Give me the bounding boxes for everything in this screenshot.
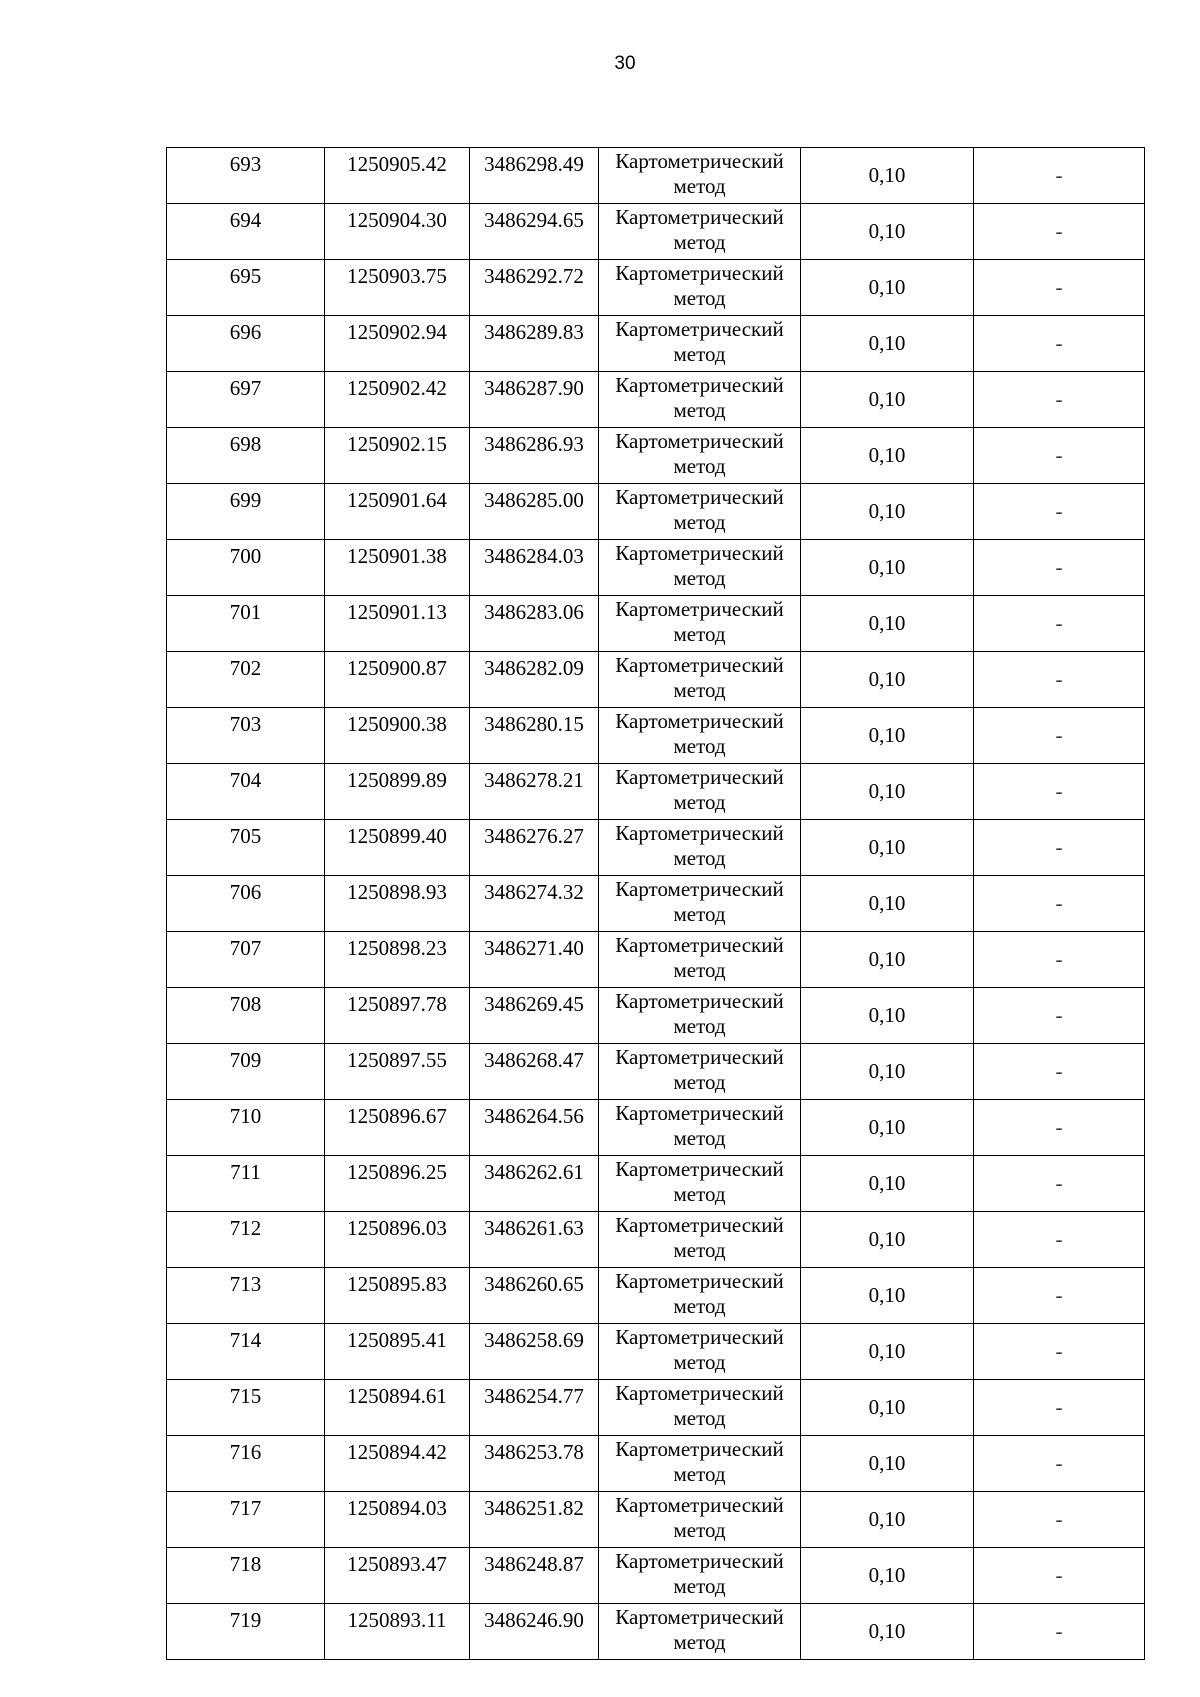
- note-cell: -: [974, 1604, 1145, 1660]
- table-row: [167, 1212, 1145, 1268]
- method-line-2: метод: [673, 342, 726, 366]
- accuracy-cell: 0,10: [801, 260, 974, 316]
- method-line-2: метод: [673, 790, 726, 814]
- note-cell: -: [974, 484, 1145, 540]
- table-row: [167, 820, 1145, 876]
- table-row: [167, 1492, 1145, 1548]
- table-row: [167, 932, 1145, 988]
- table-row: [167, 652, 1145, 708]
- point-number-cell: 713: [167, 1268, 325, 1324]
- method-line-2: метод: [673, 398, 726, 422]
- method-line-1: Картометрический: [615, 653, 784, 677]
- y-coordinate-cell: 3486292.72: [470, 260, 599, 316]
- method-line-1: Картометрический: [615, 485, 784, 509]
- point-number-cell: 716: [167, 1436, 325, 1492]
- accuracy-cell: 0,10: [801, 876, 974, 932]
- x-coordinate-cell: 1250896.25: [325, 1156, 470, 1212]
- x-coordinate-cell: 1250901.38: [325, 540, 470, 596]
- y-coordinate-cell: 3486283.06: [470, 596, 599, 652]
- method-line-2: метод: [673, 510, 726, 534]
- accuracy-cell: 0,10: [801, 820, 974, 876]
- point-number-cell: 704: [167, 764, 325, 820]
- method-line-2: метод: [673, 1126, 726, 1150]
- note-cell: -: [974, 204, 1145, 260]
- y-coordinate-cell: 3486251.82: [470, 1492, 599, 1548]
- note-cell: -: [974, 988, 1145, 1044]
- accuracy-cell: 0,10: [801, 596, 974, 652]
- note-cell: -: [974, 1436, 1145, 1492]
- note-cell: -: [974, 820, 1145, 876]
- page-number: 30: [614, 53, 636, 74]
- x-coordinate-cell: 1250893.47: [325, 1548, 470, 1604]
- x-coordinate-cell: 1250898.93: [325, 876, 470, 932]
- method-cell: [599, 1436, 801, 1492]
- x-coordinate-cell: 1250897.78: [325, 988, 470, 1044]
- point-number-cell: 707: [167, 932, 325, 988]
- method-line-2: метод: [673, 1462, 726, 1486]
- y-coordinate-cell: 3486260.65: [470, 1268, 599, 1324]
- table-row: [167, 260, 1145, 316]
- accuracy-cell: 0,10: [801, 316, 974, 372]
- method-line-2: метод: [673, 1350, 726, 1374]
- accuracy-cell: 0,10: [801, 932, 974, 988]
- accuracy-cell: 0,10: [801, 372, 974, 428]
- point-number-cell: 715: [167, 1380, 325, 1436]
- y-coordinate-cell: 3486254.77: [470, 1380, 599, 1436]
- note-cell: -: [974, 540, 1145, 596]
- point-number-cell: 709: [167, 1044, 325, 1100]
- note-cell: -: [974, 932, 1145, 988]
- x-coordinate-cell: 1250893.11: [325, 1604, 470, 1660]
- accuracy-cell: 0,10: [801, 1436, 974, 1492]
- method-line-1: Картометрический: [615, 373, 784, 397]
- table-row: [167, 372, 1145, 428]
- point-number-cell: 705: [167, 820, 325, 876]
- note-cell: -: [974, 708, 1145, 764]
- point-number-cell: 714: [167, 1324, 325, 1380]
- note-cell: -: [974, 1212, 1145, 1268]
- x-coordinate-cell: 1250894.61: [325, 1380, 470, 1436]
- method-line-2: метод: [673, 734, 726, 758]
- x-coordinate-cell: 1250904.30: [325, 204, 470, 260]
- note-cell: -: [974, 1268, 1145, 1324]
- table-row: [167, 484, 1145, 540]
- method-line-1: Картометрический: [615, 1381, 784, 1405]
- method-cell: [599, 1604, 801, 1660]
- point-number-cell: 694: [167, 204, 325, 260]
- method-line-2: метод: [673, 1518, 726, 1542]
- table-row: [167, 764, 1145, 820]
- y-coordinate-cell: 3486278.21: [470, 764, 599, 820]
- note-cell: -: [974, 876, 1145, 932]
- method-line-2: метод: [673, 230, 726, 254]
- method-line-2: метод: [673, 622, 726, 646]
- method-line-1: Картометрический: [615, 933, 784, 957]
- method-line-1: Картометрический: [615, 1213, 784, 1237]
- x-coordinate-cell: 1250902.94: [325, 316, 470, 372]
- point-number-cell: 695: [167, 260, 325, 316]
- table-row: [167, 1268, 1145, 1324]
- method-line-1: Картометрический: [615, 205, 784, 229]
- method-cell: [599, 540, 801, 596]
- x-coordinate-cell: 1250902.42: [325, 372, 470, 428]
- method-line-1: Картометрический: [615, 709, 784, 733]
- method-cell: [599, 1044, 801, 1100]
- method-line-1: Картометрический: [615, 1269, 784, 1293]
- table-row: [167, 876, 1145, 932]
- note-cell: -: [974, 1380, 1145, 1436]
- method-cell: [599, 1156, 801, 1212]
- y-coordinate-cell: 3486287.90: [470, 372, 599, 428]
- method-line-2: метод: [673, 286, 726, 310]
- point-number-cell: 710: [167, 1100, 325, 1156]
- note-cell: -: [974, 428, 1145, 484]
- y-coordinate-cell: 3486268.47: [470, 1044, 599, 1100]
- accuracy-cell: 0,10: [801, 1380, 974, 1436]
- method-cell: [599, 260, 801, 316]
- method-line-1: Картометрический: [615, 597, 784, 621]
- note-cell: -: [974, 1044, 1145, 1100]
- y-coordinate-cell: 3486282.09: [470, 652, 599, 708]
- point-number-cell: 711: [167, 1156, 325, 1212]
- note-cell: -: [974, 1324, 1145, 1380]
- y-coordinate-cell: 3486276.27: [470, 820, 599, 876]
- method-line-2: метод: [673, 678, 726, 702]
- method-line-2: метод: [673, 1182, 726, 1206]
- method-line-2: метод: [673, 1238, 726, 1262]
- x-coordinate-cell: 1250898.23: [325, 932, 470, 988]
- x-coordinate-cell: 1250899.40: [325, 820, 470, 876]
- method-line-1: Картометрический: [615, 1493, 784, 1517]
- method-line-2: метод: [673, 846, 726, 870]
- accuracy-cell: 0,10: [801, 1604, 974, 1660]
- table-row: [167, 708, 1145, 764]
- x-coordinate-cell: 1250902.15: [325, 428, 470, 484]
- method-cell: [599, 988, 801, 1044]
- coordinates-table: [166, 147, 1145, 1660]
- method-line-2: метод: [673, 958, 726, 982]
- accuracy-cell: 0,10: [801, 1492, 974, 1548]
- point-number-cell: 717: [167, 1492, 325, 1548]
- x-coordinate-cell: 1250901.13: [325, 596, 470, 652]
- y-coordinate-cell: 3486261.63: [470, 1212, 599, 1268]
- note-cell: -: [974, 596, 1145, 652]
- y-coordinate-cell: 3486246.90: [470, 1604, 599, 1660]
- method-line-1: Картометрический: [615, 1101, 784, 1125]
- x-coordinate-cell: 1250903.75: [325, 260, 470, 316]
- y-coordinate-cell: 3486262.61: [470, 1156, 599, 1212]
- accuracy-cell: 0,10: [801, 1044, 974, 1100]
- table-row: [167, 596, 1145, 652]
- x-coordinate-cell: 1250905.42: [325, 148, 470, 204]
- accuracy-cell: 0,10: [801, 652, 974, 708]
- method-cell: [599, 876, 801, 932]
- method-cell: [599, 652, 801, 708]
- accuracy-cell: 0,10: [801, 484, 974, 540]
- method-line-1: Картометрический: [615, 1437, 784, 1461]
- point-number-cell: 706: [167, 876, 325, 932]
- method-line-1: Картометрический: [615, 1325, 784, 1349]
- method-cell: [599, 708, 801, 764]
- point-number-cell: 718: [167, 1548, 325, 1604]
- method-cell: [599, 764, 801, 820]
- accuracy-cell: 0,10: [801, 1548, 974, 1604]
- accuracy-cell: 0,10: [801, 204, 974, 260]
- method-cell: [599, 372, 801, 428]
- method-line-1: Картометрический: [615, 149, 784, 173]
- table-row: [167, 1604, 1145, 1660]
- table-row: [167, 1156, 1145, 1212]
- point-number-cell: 699: [167, 484, 325, 540]
- table-row: [167, 1548, 1145, 1604]
- method-cell: [599, 316, 801, 372]
- method-line-2: метод: [673, 1630, 726, 1654]
- y-coordinate-cell: 3486264.56: [470, 1100, 599, 1156]
- method-cell: [599, 1548, 801, 1604]
- method-line-2: метод: [673, 902, 726, 926]
- table-row: [167, 1380, 1145, 1436]
- table-row: [167, 428, 1145, 484]
- method-cell: [599, 596, 801, 652]
- method-line-2: метод: [673, 1014, 726, 1038]
- x-coordinate-cell: 1250894.03: [325, 1492, 470, 1548]
- x-coordinate-cell: 1250900.38: [325, 708, 470, 764]
- point-number-cell: 700: [167, 540, 325, 596]
- y-coordinate-cell: 3486294.65: [470, 204, 599, 260]
- y-coordinate-cell: 3486248.87: [470, 1548, 599, 1604]
- method-line-1: Картометрический: [615, 989, 784, 1013]
- method-line-1: Картометрический: [615, 541, 784, 565]
- accuracy-cell: 0,10: [801, 428, 974, 484]
- point-number-cell: 708: [167, 988, 325, 1044]
- note-cell: -: [974, 764, 1145, 820]
- table-row: [167, 1100, 1145, 1156]
- y-coordinate-cell: 3486271.40: [470, 932, 599, 988]
- note-cell: -: [974, 372, 1145, 428]
- x-coordinate-cell: 1250897.55: [325, 1044, 470, 1100]
- method-line-1: Картометрический: [615, 765, 784, 789]
- note-cell: -: [974, 260, 1145, 316]
- table-row: [167, 1324, 1145, 1380]
- method-cell: [599, 1100, 801, 1156]
- table-row: [167, 316, 1145, 372]
- accuracy-cell: 0,10: [801, 1324, 974, 1380]
- method-line-2: метод: [673, 1406, 726, 1430]
- point-number-cell: 693: [167, 148, 325, 204]
- point-number-cell: 703: [167, 708, 325, 764]
- point-number-cell: 697: [167, 372, 325, 428]
- y-coordinate-cell: 3486298.49: [470, 148, 599, 204]
- method-line-1: Картометрический: [615, 1045, 784, 1069]
- x-coordinate-cell: 1250896.03: [325, 1212, 470, 1268]
- method-line-2: метод: [673, 1070, 726, 1094]
- table-row: [167, 988, 1145, 1044]
- y-coordinate-cell: 3486285.00: [470, 484, 599, 540]
- note-cell: -: [974, 316, 1145, 372]
- method-cell: [599, 484, 801, 540]
- method-line-1: Картометрический: [615, 261, 784, 285]
- accuracy-cell: 0,10: [801, 764, 974, 820]
- x-coordinate-cell: 1250894.42: [325, 1436, 470, 1492]
- method-cell: [599, 1324, 801, 1380]
- point-number-cell: 712: [167, 1212, 325, 1268]
- method-line-1: Картометрический: [615, 1157, 784, 1181]
- y-coordinate-cell: 3486269.45: [470, 988, 599, 1044]
- note-cell: -: [974, 1156, 1145, 1212]
- point-number-cell: 702: [167, 652, 325, 708]
- method-line-2: метод: [673, 566, 726, 590]
- table-row: [167, 1436, 1145, 1492]
- table-row: [167, 540, 1145, 596]
- accuracy-cell: 0,10: [801, 1212, 974, 1268]
- method-cell: [599, 1492, 801, 1548]
- accuracy-cell: 0,10: [801, 708, 974, 764]
- method-line-1: Картометрический: [615, 877, 784, 901]
- method-line-1: Картометрический: [615, 821, 784, 845]
- method-line-2: метод: [673, 1294, 726, 1318]
- x-coordinate-cell: 1250895.41: [325, 1324, 470, 1380]
- y-coordinate-cell: 3486253.78: [470, 1436, 599, 1492]
- note-cell: -: [974, 1100, 1145, 1156]
- method-cell: [599, 204, 801, 260]
- method-cell: [599, 1212, 801, 1268]
- method-cell: [599, 1380, 801, 1436]
- method-line-1: Картометрический: [615, 1549, 784, 1573]
- accuracy-cell: 0,10: [801, 540, 974, 596]
- note-cell: -: [974, 652, 1145, 708]
- method-cell: [599, 820, 801, 876]
- method-line-2: метод: [673, 454, 726, 478]
- x-coordinate-cell: 1250901.64: [325, 484, 470, 540]
- note-cell: -: [974, 1548, 1145, 1604]
- x-coordinate-cell: 1250896.67: [325, 1100, 470, 1156]
- y-coordinate-cell: 3486274.32: [470, 876, 599, 932]
- method-cell: [599, 932, 801, 988]
- note-cell: -: [974, 1492, 1145, 1548]
- point-number-cell: 698: [167, 428, 325, 484]
- method-line-1: Картометрический: [615, 1605, 784, 1629]
- x-coordinate-cell: 1250899.89: [325, 764, 470, 820]
- accuracy-cell: 0,10: [801, 1156, 974, 1212]
- accuracy-cell: 0,10: [801, 1268, 974, 1324]
- x-coordinate-cell: 1250895.83: [325, 1268, 470, 1324]
- y-coordinate-cell: 3486284.03: [470, 540, 599, 596]
- coordinates-table-body: [167, 148, 1145, 1660]
- point-number-cell: 696: [167, 316, 325, 372]
- accuracy-cell: 0,10: [801, 148, 974, 204]
- y-coordinate-cell: 3486289.83: [470, 316, 599, 372]
- x-coordinate-cell: 1250900.87: [325, 652, 470, 708]
- method-line-2: метод: [673, 1574, 726, 1598]
- point-number-cell: 701: [167, 596, 325, 652]
- method-cell: [599, 148, 801, 204]
- table-row: [167, 204, 1145, 260]
- method-cell: [599, 428, 801, 484]
- y-coordinate-cell: 3486280.15: [470, 708, 599, 764]
- y-coordinate-cell: 3486286.93: [470, 428, 599, 484]
- note-cell: -: [974, 148, 1145, 204]
- method-line-1: Картометрический: [615, 429, 784, 453]
- method-cell: [599, 1268, 801, 1324]
- accuracy-cell: 0,10: [801, 1100, 974, 1156]
- table-row: [167, 148, 1145, 204]
- accuracy-cell: 0,10: [801, 988, 974, 1044]
- method-line-1: Картометрический: [615, 317, 784, 341]
- point-number-cell: 719: [167, 1604, 325, 1660]
- y-coordinate-cell: 3486258.69: [470, 1324, 599, 1380]
- table-row: [167, 1044, 1145, 1100]
- method-line-2: метод: [673, 174, 726, 198]
